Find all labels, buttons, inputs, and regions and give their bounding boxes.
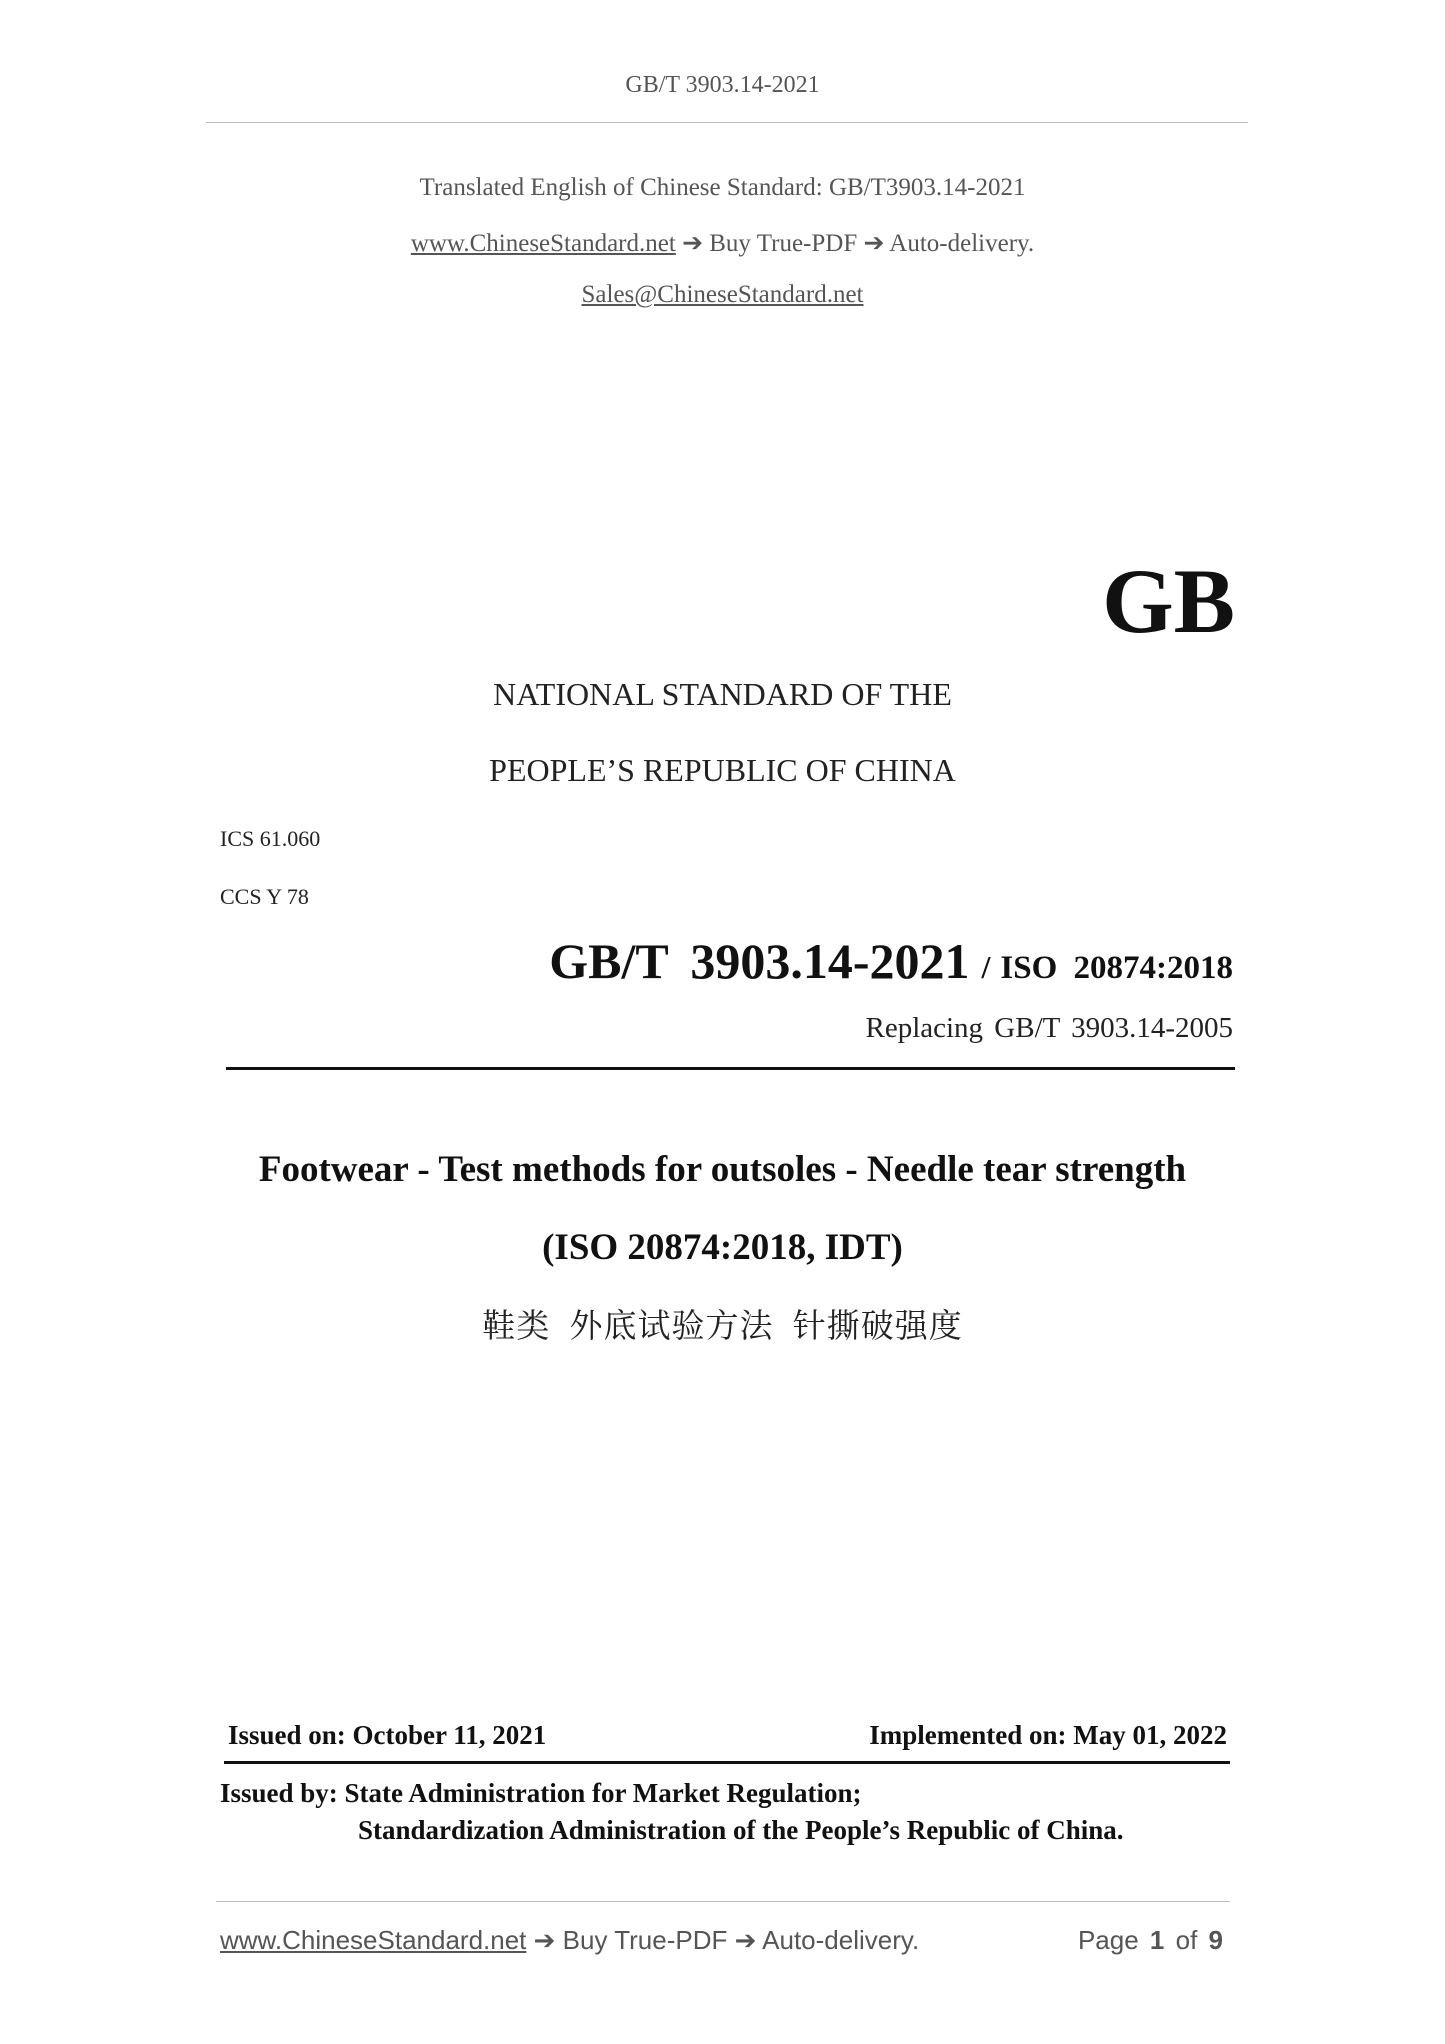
page-of: of <box>1175 1925 1198 1955</box>
issued-by-line-2: Standardization Administration of the People’s Republic of China. <box>358 1815 1124 1845</box>
page-total: 9 <box>1208 1925 1223 1955</box>
chinese-title: 鞋类 外底试验方法 针撕破强度 <box>482 1309 963 1345</box>
issued-by-line-1: Issued by: State Administration for Market Regulation; <box>220 1778 862 1808</box>
iso-equivalent: ISO 20874:2018 <box>1000 950 1233 986</box>
running-header: GB/T 3903.14-2021 <box>625 72 820 98</box>
implemented-date: Implemented on: May 01, 2022 <box>869 1720 1227 1750</box>
translation-banner-line: Translated English of Chinese Standard: GB/T3903.14-2021 <box>419 174 1026 201</box>
page-label: Page <box>1077 1925 1139 1955</box>
footer-divider <box>216 1901 1230 1902</box>
ics-code: ICS 61.060 <box>220 826 321 851</box>
document-title: Footwear - Test methods for outsoles - Needle tear strength <box>258 1149 1187 1190</box>
footer-left <box>220 1925 919 1956</box>
national-standard-line-1: NATIONAL STANDARD OF THE <box>493 676 952 712</box>
website-link[interactable]: www.ChineseStandard.net <box>410 230 676 257</box>
national-standard-line-2: PEOPLE’S REPUBLIC OF CHINA <box>489 752 956 788</box>
issued-date: Issued on: October 11, 2021 <box>228 1720 547 1750</box>
ccs-code: CCS Y 78 <box>220 884 309 909</box>
purchase-banner-text: ➔ Buy True-PDF ➔ Auto-delivery. <box>682 230 1035 257</box>
replacing-standard: Replacing GB/T 3903.14-2005 <box>865 1012 1233 1044</box>
footer-purchase-text: ➔ Buy True-PDF ➔ Auto-delivery. <box>533 1925 920 1955</box>
purchase-banner-line <box>0 228 1445 258</box>
standard-slash: / <box>981 949 991 985</box>
standard-number-line <box>549 932 1233 990</box>
page-current: 1 <box>1149 1925 1165 1955</box>
footer-website-link[interactable]: www.ChineseStandard.net <box>220 1925 527 1955</box>
gb-mark: GB <box>1102 550 1235 652</box>
iso-reference: (ISO 20874:2018, IDT) <box>542 1227 903 1268</box>
email-banner-line <box>0 281 1445 309</box>
issue-divider <box>224 1761 1230 1764</box>
title-divider <box>226 1067 1235 1070</box>
standard-number: GB/T 3903.14-2021 <box>549 933 970 989</box>
page-indicator <box>1078 1925 1227 1956</box>
sales-email-link[interactable]: Sales@ChineseStandard.net <box>581 281 864 308</box>
header-divider <box>206 122 1248 123</box>
